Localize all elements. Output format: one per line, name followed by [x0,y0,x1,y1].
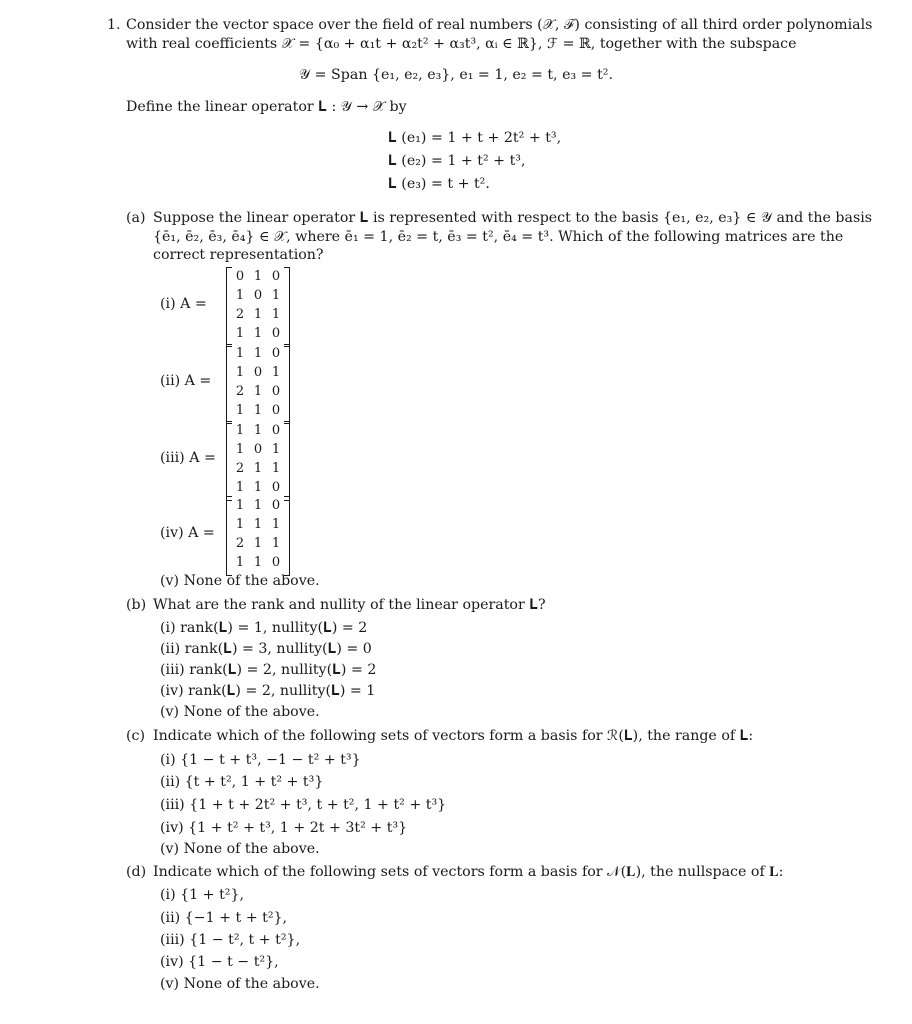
matrix-cell: 0 [271,269,281,284]
part-c-option: (iii) {1 + t + 2t² + t³, t + t², 1 + t² + t³} [160,797,447,813]
matrix-cell: 2 [235,536,245,551]
part-b-text: What are the rank and nullity of the linear operator 𝐋? [153,597,546,613]
operator-eq-1: 𝐋 (e₁) = 1 + t + 2t² + t³, [388,130,562,146]
matrix-cell: 0 [271,498,281,513]
part-d-option: (iii) {1 − t², t + t²}, [160,932,301,948]
part-d-option: (iv) {1 − t − t²}, [160,954,279,970]
part-d-text: Indicate which of the following sets of vectors form a basis for 𝒩(𝐋), the nullspace of 𝐋: [153,864,784,880]
define-operator-text: Define the linear operator 𝐋 : 𝒴 → 𝒳 by [126,99,407,115]
matrix-cell: 1 [271,517,281,532]
matrix-cell: 1 [235,326,245,341]
part-c-label: (c) [126,728,146,744]
operator-eq-2: 𝐋 (e₂) = 1 + t² + t³, [388,153,526,169]
matrix-cell: 0 [271,403,281,418]
matrix-cell: 2 [235,384,245,399]
matrix-cell: 1 [253,498,263,513]
part-a-text-1: Suppose the linear operator 𝐋 is represented with respect to the basis {e₁, e₂, e₃} ∈ 𝒴 and the basis [153,210,873,226]
part-a-text-2: {ē₁, ē₂, ē₃, ē₄} ∈ 𝒳, where ē₁ = 1, ē₂ = t, ē₃ = t², ē₄ = t³. Which of the following matrices are the [153,229,844,245]
matrix-cell: 1 [253,326,263,341]
part-b-option: (v) None of the above. [160,704,320,720]
matrix-cell: 1 [253,536,263,551]
matrix [226,495,290,575]
matrix-cell: 1 [253,269,263,284]
matrix-cell: 1 [253,307,263,322]
matrix-cell: 1 [253,461,263,476]
part-d-option: (ii) {−1 + t + t²}, [160,910,288,926]
part-a-option-v: (v) None of the above. [160,573,320,589]
intro-line-2: with real coefficients 𝒳 = {α₀ + α₁t + α₂t² + α₃t³, αᵢ ∈ ℝ}, ℱ = ℝ, together with the subspace [126,36,797,52]
matrix-cell: 2 [235,307,245,322]
part-a-text-3: correct representation? [153,247,324,263]
matrix-cell: 2 [235,461,245,476]
matrix-cell: 1 [235,517,245,532]
matrix-cell: 0 [271,326,281,341]
matrix-cell: 1 [253,423,263,438]
matrix-label: (i) A = [160,296,207,312]
part-c-option: (iv) {1 + t² + t³, 1 + 2t + 3t² + t³} [160,820,408,836]
matrix-cell: 1 [235,442,245,457]
matrix-cell: 1 [235,480,245,495]
part-c-option: (v) None of the above. [160,841,320,857]
matrix-cell: 0 [253,288,263,303]
matrix-cell: 0 [271,555,281,570]
matrix-label: (iii) A = [160,450,216,466]
part-d-option: (v) None of the above. [160,976,320,992]
problem-number: 1. [107,17,121,33]
matrix-cell: 0 [253,365,263,380]
matrix-cell: 1 [235,555,245,570]
matrix-cell: 1 [235,346,245,361]
matrix [226,343,290,423]
matrix-cell: 1 [253,480,263,495]
matrix-cell: 1 [253,384,263,399]
matrix-cell: 0 [271,384,281,399]
matrix-label: (ii) A = [160,373,212,389]
matrix-cell: 0 [271,346,281,361]
matrix-cell: 1 [271,461,281,476]
part-c-option: (ii) {t + t², 1 + t² + t³} [160,774,324,790]
part-b-option: (i) rank(𝐋) = 1, nullity(𝐋) = 2 [160,620,368,636]
matrix-cell: 1 [253,555,263,570]
part-b-option: (iii) rank(𝐋) = 2, nullity(𝐋) = 2 [160,662,377,678]
matrix-cell: 1 [235,365,245,380]
matrix-cell: 1 [271,536,281,551]
matrix-cell: 0 [271,423,281,438]
part-b-option: (ii) rank(𝐋) = 3, nullity(𝐋) = 0 [160,641,372,657]
matrix-label: (iv) A = [160,525,215,541]
matrix-cell: 1 [235,288,245,303]
matrix-cell: 1 [235,423,245,438]
matrix-cell: 1 [253,346,263,361]
matrix [226,266,290,346]
matrix [226,420,290,500]
matrix-cell: 1 [235,403,245,418]
matrix-cell: 1 [271,288,281,303]
matrix-cell: 1 [271,307,281,322]
operator-eq-3: 𝐋 (e₃) = t + t². [388,176,490,192]
matrix-cell: 1 [235,498,245,513]
subspace-equation: 𝒴 = Span {e₁, e₂, e₃}, e₁ = 1, e₂ = t, e₃ = t². [299,67,613,83]
matrix-cell: 1 [271,365,281,380]
intro-line-1: Consider the vector space over the field of real numbers (𝒳, ℱ) consisting of all third order polynomials [126,17,873,33]
part-d-label: (d) [126,864,147,880]
part-d-option: (i) {1 + t²}, [160,887,245,903]
part-a-label: (a) [126,210,146,226]
matrix-cell: 0 [253,442,263,457]
matrix-cell: 0 [235,269,245,284]
part-b-label: (b) [126,597,147,613]
matrix-cell: 1 [271,442,281,457]
part-c-text: Indicate which of the following sets of vectors form a basis for ℛ(𝐋), the range of 𝐋: [153,728,754,744]
matrix-cell: 1 [253,517,263,532]
part-c-option: (i) {1 − t + t³, −1 − t² + t³} [160,752,361,768]
matrix-cell: 1 [253,403,263,418]
part-b-option: (iv) rank(𝐋) = 2, nullity(𝐋) = 1 [160,683,376,699]
matrix-cell: 0 [271,480,281,495]
